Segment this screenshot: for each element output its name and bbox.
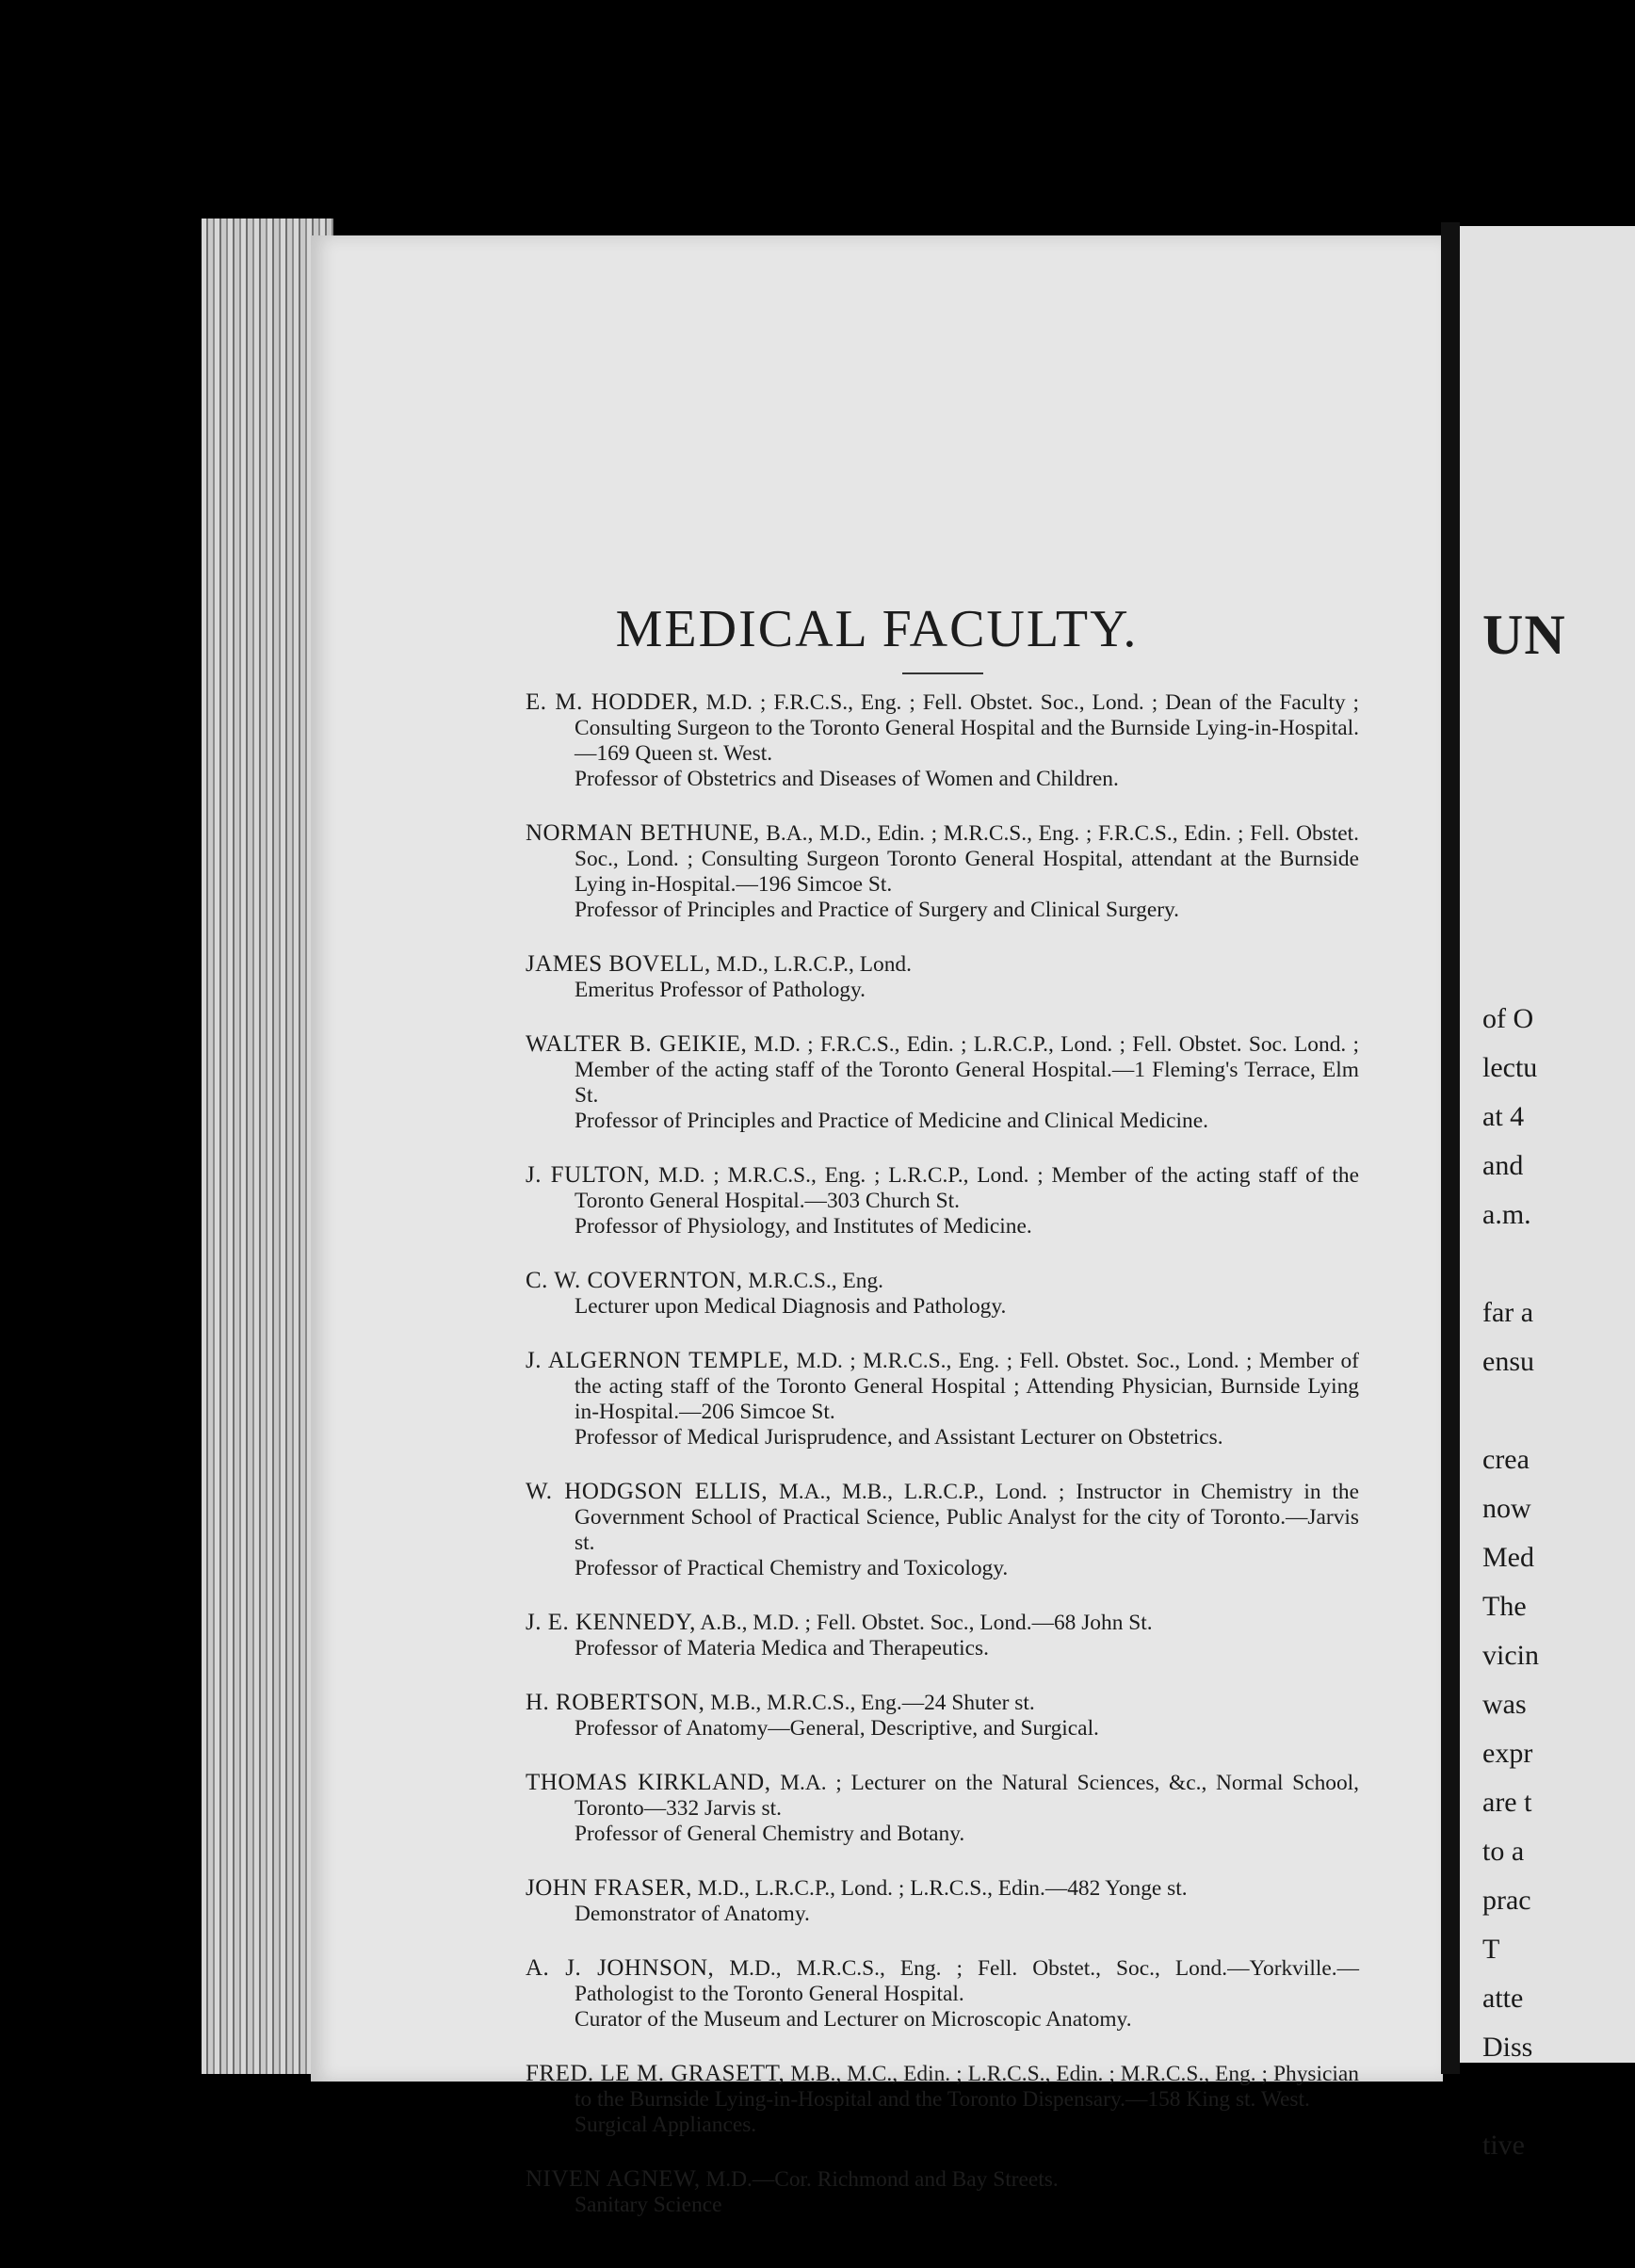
faculty-entry xyxy=(526,1268,1359,1320)
faculty-details: M.D. ; M.R.C.S., Eng. ; Fell. Obstet. Soc., Lond. ; Member of the acting staff of the Toronto General Hospital ; Attending Physician, Burnside Lying in-Hospital.—206 Simcoe St. xyxy=(575,1349,1359,1424)
faculty-name: E. M. HODDER, xyxy=(526,689,699,715)
right-page-heading: UN xyxy=(1482,604,1566,666)
faculty-name: J. ALGERNON TEMPLE, xyxy=(526,1348,790,1373)
faculty-details: M.B., M.C., Edin. ; L.R.C.S., Edin. ; M.R.C.S., Eng. ; Physician to the Burnside Lying-in-Hospital and the Toronto Dispensary.—158 King st. West. xyxy=(575,2062,1359,2112)
faculty-office: Professor of Principles and Practice of Surgery and Clinical Surgery. xyxy=(575,898,1180,922)
right-page-line: lectu xyxy=(1482,1052,1538,1083)
faculty-details: M.D., M.R.C.S., Eng. ; Fell. Obstet., Soc., Lond.—Yorkville.—Pathologist to the Toronto General Hospital. xyxy=(575,1956,1359,2006)
right-page-line: Med xyxy=(1482,1542,1534,1573)
book-gutter xyxy=(1441,222,1460,2074)
faculty-office: Professor of Materia Medica and Therapeutics. xyxy=(575,1636,989,1660)
right-page-line: to a xyxy=(1482,1836,1525,1867)
faculty-office: Professor of Medical Jurisprudence, and Assistant Lecturer on Obstetrics. xyxy=(575,1425,1223,1450)
faculty-entry xyxy=(526,689,1359,792)
faculty-office: Professor of Anatomy—General, Descriptive, and Surgical. xyxy=(575,1716,1099,1741)
right-page-line: T xyxy=(1482,1934,1500,1965)
right-page-line: vicin xyxy=(1482,1640,1539,1671)
faculty-entry xyxy=(526,1479,1359,1581)
right-page-line: The xyxy=(1482,1591,1527,1622)
faculty-name: JOHN FRASER, xyxy=(526,1875,692,1901)
page-title: MEDICAL FACULTY. xyxy=(615,600,1139,658)
faculty-office: Sanitary Science xyxy=(575,2193,722,2217)
faculty-details: M.D.—Cor. Richmond and Bay Streets. xyxy=(705,2167,1059,2192)
faculty-name: JAMES BOVELL, xyxy=(526,951,711,977)
faculty-name: THOMAS KIRKLAND, xyxy=(526,1770,771,1795)
right-page-line: now xyxy=(1482,1493,1531,1524)
right-page-line: atte xyxy=(1482,1983,1524,2014)
faculty-name: WALTER B. GEIKIE, xyxy=(526,1031,748,1057)
faculty-office: Professor of Practical Chemistry and Toxicology. xyxy=(575,1556,1009,1580)
faculty-office: Emeritus Professor of Pathology. xyxy=(575,978,866,1002)
faculty-details: A.B., M.D. ; Fell. Obstet. Soc., Lond.—68 John St. xyxy=(700,1611,1153,1635)
faculty-office: Curator of the Museum and Lecturer on Microscopic Anatomy. xyxy=(575,2007,1132,2032)
right-page xyxy=(1460,226,1635,2161)
right-page-line: ensu xyxy=(1482,1346,1534,1377)
faculty-name: J. E. KENNEDY, xyxy=(526,1610,696,1635)
faculty-office: Professor of General Chemistry and Botany. xyxy=(575,1822,965,1846)
right-page-line: expr xyxy=(1482,1738,1533,1769)
faculty-details: M.D. ; F.R.C.S., Eng. ; Fell. Obstet. Soc., Lond. ; Dean of the Faculty ; Consulting Surgeon to the Toronto General Hospital and the Burnside Lying-in-Hospital.—169 Queen st. West. xyxy=(575,690,1359,766)
faculty-details: M.A., M.B., L.R.C.P., Lond. ; Instructor in Chemistry in the Government School of Practical Science, Public Analyst for the city of Toronto.—Jarvis st. xyxy=(575,1480,1359,1555)
right-page-line: tive xyxy=(1482,2130,1525,2161)
faculty-details: M.D., L.R.C.P., Lond. xyxy=(716,952,912,977)
faculty-entry xyxy=(526,1348,1359,1450)
right-page-line: at 4 xyxy=(1482,1101,1525,1132)
faculty-entry xyxy=(526,1031,1359,1134)
faculty-entry xyxy=(526,1770,1359,1847)
faculty-office: Professor of Physiology, and Institutes of Medicine. xyxy=(575,1214,1032,1239)
faculty-name: A. J. JOHNSON, xyxy=(526,1955,715,1981)
right-page-line: of O xyxy=(1482,1003,1534,1034)
faculty-entry xyxy=(526,2166,1359,2218)
faculty-office: Demonstrator of Anatomy. xyxy=(575,1902,810,1926)
right-page-line: was xyxy=(1482,1689,1527,1720)
faculty-name: H. ROBERTSON, xyxy=(526,1690,705,1715)
right-page-line: prac xyxy=(1482,1885,1531,1916)
right-page-line: Diss xyxy=(1482,2032,1533,2063)
faculty-entry xyxy=(526,1875,1359,1927)
faculty-list xyxy=(526,689,1359,2246)
faculty-details: M.D., L.R.C.P., Lond. ; L.R.C.S., Edin.—482 Yonge st. xyxy=(697,1876,1188,1901)
right-page-line: crea xyxy=(1482,1444,1530,1475)
right-page-line: far a xyxy=(1482,1297,1534,1328)
right-page-line: are t xyxy=(1482,1787,1532,1818)
faculty-entry xyxy=(526,1162,1359,1239)
faculty-office: Surgical Appliances. xyxy=(575,2113,757,2137)
faculty-details: M.D. ; F.R.C.S., Edin. ; L.R.C.P., Lond. ; Fell. Obstet. Soc. Lond. ; Member of the acting staff of the Toronto General Hospital.—1 Fleming's Terrace, Elm St. xyxy=(575,1032,1359,1108)
faculty-entry xyxy=(526,820,1359,923)
faculty-entry xyxy=(526,1610,1359,1661)
faculty-details: M.D. ; M.R.C.S., Eng. ; L.R.C.P., Lond. ; Member of the acting staff of the Toronto General Hospital.—303 Church St. xyxy=(575,1163,1359,1213)
faculty-name: C. W. COVERNTON, xyxy=(526,1268,743,1293)
left-page xyxy=(311,235,1443,2217)
title-rule xyxy=(902,672,983,674)
faculty-name: J. FULTON, xyxy=(526,1162,651,1188)
faculty-details: B.A., M.D., Edin. ; M.R.C.S., Eng. ; F.R.C.S., Edin. ; Fell. Obstet. Soc., Lond. ; Consulting Surgeon Toronto General Hospital, attendant at the Burnside Lying in-Hospital.—196 Simcoe St. xyxy=(575,821,1359,897)
faculty-office: Professor of Obstetrics and Diseases of Women and Children. xyxy=(575,767,1119,791)
faculty-name: NORMAN BETHUNE, xyxy=(526,820,760,846)
faculty-details: M.B., M.R.C.S., Eng.—24 Shuter st. xyxy=(710,1691,1035,1715)
faculty-office: Professor of Principles and Practice of Medicine and Clinical Medicine. xyxy=(575,1109,1208,1133)
faculty-office: Lecturer upon Medical Diagnosis and Pathology. xyxy=(575,1294,1007,1319)
right-page-line: and xyxy=(1482,1150,1524,1181)
faculty-entry xyxy=(526,1955,1359,2033)
faculty-entry xyxy=(526,951,1359,1003)
faculty-details: M.A. ; Lecturer on the Natural Sciences, &c., Normal School, Toronto—332 Jarvis st. xyxy=(575,1771,1359,1821)
faculty-entry xyxy=(526,2061,1359,2138)
faculty-name: W. HODGSON ELLIS, xyxy=(526,1479,769,1504)
faculty-details: M.R.C.S., Eng. xyxy=(748,1269,883,1293)
right-page-line: a.m. xyxy=(1482,1199,1531,1230)
faculty-name: NIVEN AGNEW, xyxy=(526,2166,701,2192)
faculty-name: FRED. LE M. GRASETT, xyxy=(526,2061,785,2086)
faculty-entry xyxy=(526,1690,1359,1742)
